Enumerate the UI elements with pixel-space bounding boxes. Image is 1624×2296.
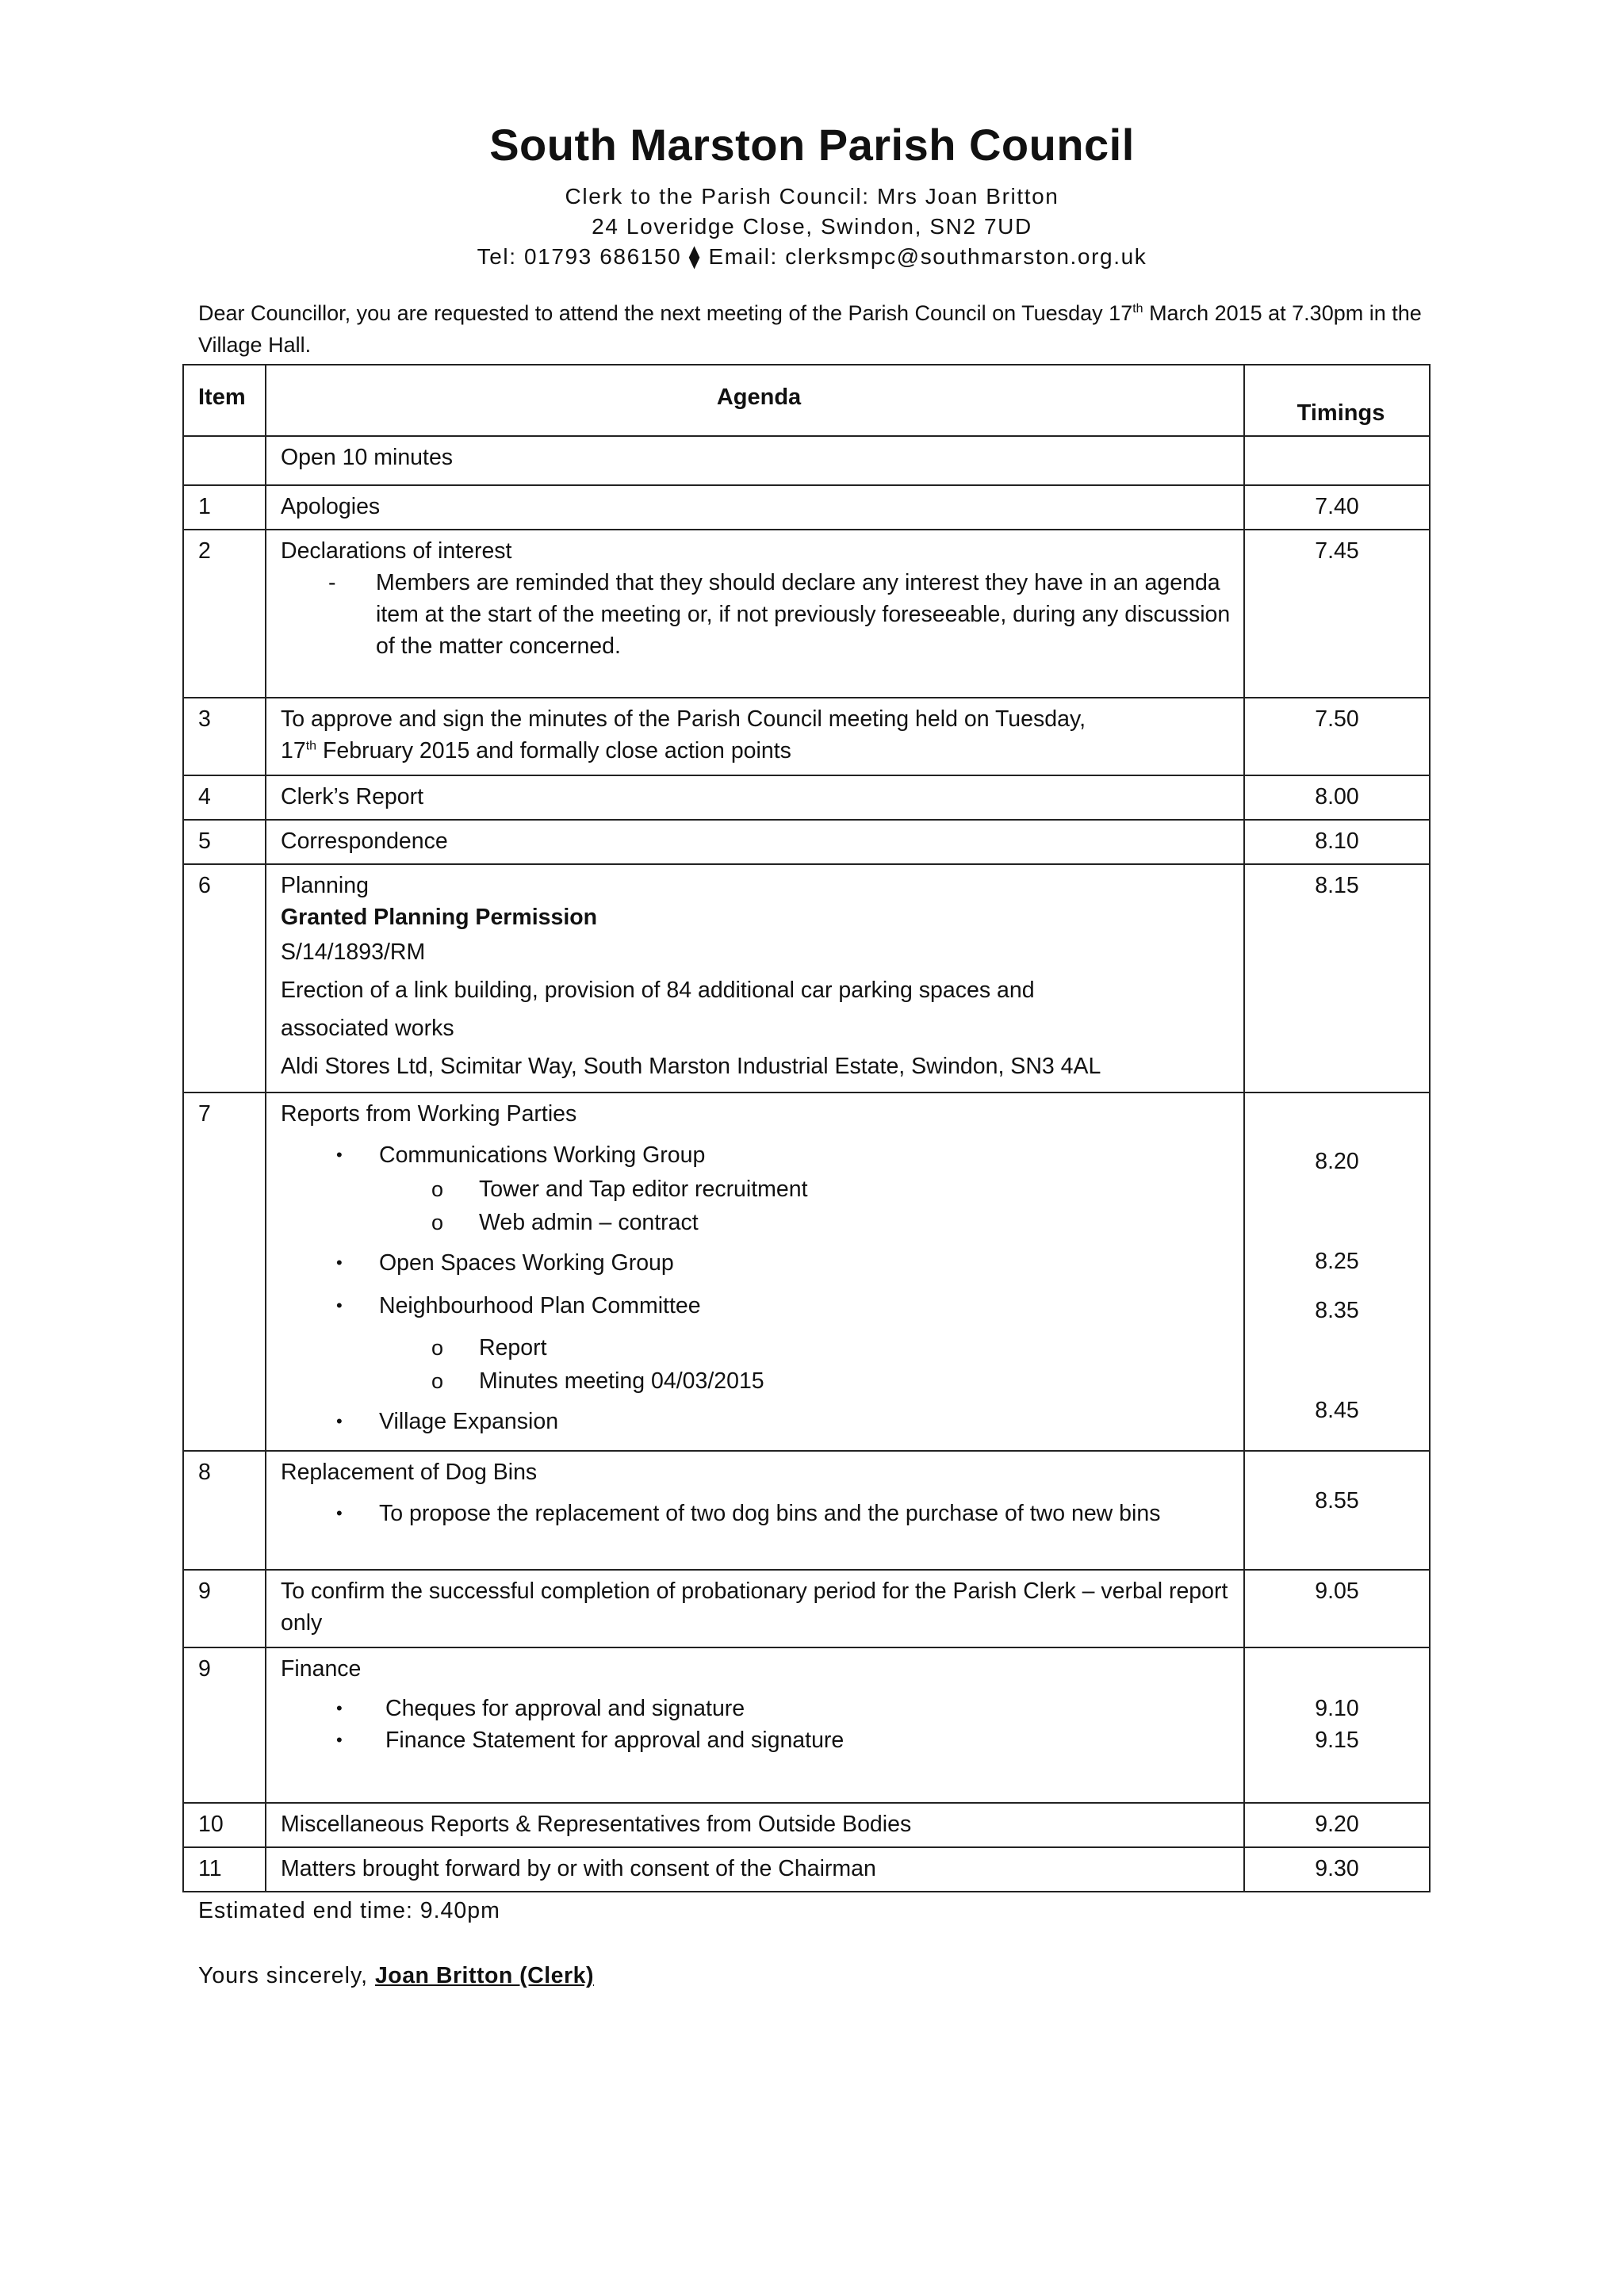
clerk-name: Joan Britton (Clerk) — [374, 1963, 594, 1988]
list-item-text: Finance Statement for approval and signature — [385, 1728, 845, 1753]
list-item-text: Minutes meeting 04/03/2015 — [479, 1368, 764, 1394]
letterhead — [0, 119, 1624, 272]
header-timings: Timings — [1244, 365, 1430, 436]
np-sub-list — [281, 1331, 1237, 1398]
date-day: 17 — [281, 738, 306, 763]
timing: 7.50 — [1244, 698, 1430, 775]
item-number — [183, 436, 266, 485]
item-number: 8 — [183, 1451, 266, 1570]
bullet-icon: • — [336, 1730, 343, 1750]
timing: 8.55 — [1315, 1488, 1359, 1513]
timing: 9.30 — [1244, 1847, 1430, 1892]
list-item — [281, 1139, 1237, 1171]
planning-reference: S/14/1893/RM — [281, 939, 426, 965]
timing: 8.10 — [1244, 820, 1430, 864]
table-row — [183, 820, 1430, 864]
list-item-text: Neighbourhood Plan Committee — [379, 1293, 701, 1318]
agenda-cell — [266, 1093, 1244, 1451]
working-parties-list — [281, 1139, 1237, 1171]
agenda-text: Matters brought forward by or with consent of the Chairman — [266, 1847, 1244, 1892]
list-item-text: Village Expansion — [379, 1409, 559, 1434]
list-item-text: Cheques for approval and signature — [385, 1696, 745, 1721]
finance-list — [281, 1693, 1237, 1756]
header-agenda: Agenda — [266, 365, 1244, 436]
list-item-text: Tower and Tap editor recruitment — [479, 1177, 808, 1202]
header-item: Item — [183, 365, 266, 436]
timing: 9.15 — [1315, 1728, 1359, 1753]
agenda-text: Finance — [281, 1656, 362, 1682]
agenda-cell — [266, 698, 1244, 775]
item-number: 5 — [183, 820, 266, 864]
item-number: 7 — [183, 1093, 266, 1451]
bullet-icon: • — [336, 1253, 343, 1272]
item-number: 3 — [183, 698, 266, 775]
declaration-note — [281, 567, 1237, 662]
list-item — [281, 1406, 1237, 1437]
agenda-text: Clerk’s Report — [266, 775, 1244, 820]
timing: 9.05 — [1244, 1570, 1430, 1647]
agenda-text-line-1: To approve and sign the minutes of the Parish Council meeting held on Tuesday, — [281, 706, 1086, 732]
timing: 8.20 — [1315, 1149, 1359, 1174]
bullet-icon: • — [336, 1411, 343, 1431]
sign-off-prefix: Yours sincerely, — [198, 1963, 375, 1988]
item-number: 4 — [183, 775, 266, 820]
agenda-text-line-2 — [281, 735, 1237, 767]
page-title: South Marston Parish Council — [489, 120, 1135, 170]
timings-cell — [1244, 1647, 1430, 1803]
agenda-text: Reports from Working Parties — [281, 1101, 577, 1127]
list-item — [281, 1364, 1237, 1398]
agenda-text: Open 10 minutes — [266, 436, 1244, 485]
list-item-text: Open Spaces Working Group — [379, 1250, 674, 1276]
contact-line — [0, 242, 1624, 272]
table-row — [183, 1451, 1430, 1570]
bullet-icon: • — [336, 1295, 343, 1315]
estimated-end-time: Estimated end time: 9.40pm — [198, 1898, 500, 1923]
timing: 7.40 — [1244, 485, 1430, 530]
timing: 8.00 — [1244, 775, 1430, 820]
table-row — [183, 1847, 1430, 1892]
timings-cell — [1244, 1451, 1430, 1570]
table-row — [183, 1647, 1430, 1803]
list-item — [281, 1331, 1237, 1364]
item-number: 1 — [183, 485, 266, 530]
list-item — [281, 1206, 1237, 1239]
timing — [1244, 436, 1430, 485]
item-number: 9 — [183, 1647, 266, 1803]
agenda-text: Declarations of interest — [281, 538, 512, 564]
table-row — [183, 1093, 1430, 1451]
planning-description-1: Erection of a link building, provision of 84 additional car parking spaces and — [281, 978, 1035, 1003]
email: Email: clerksmpc@southmarston.org.uk — [708, 244, 1147, 269]
address-line: 24 Loveridge Close, Swindon, SN2 7UD — [592, 214, 1032, 239]
agenda-table — [182, 364, 1431, 1892]
table-row — [183, 436, 1430, 485]
date-ordinal: th — [305, 739, 317, 753]
agenda-text: Apologies — [266, 485, 1244, 530]
agenda-text: Planning — [281, 873, 369, 898]
list-item-text: Report — [479, 1335, 547, 1360]
agenda-cell — [266, 1647, 1244, 1803]
agenda-text: Miscellaneous Reports & Representatives from Outside Bodies — [266, 1803, 1244, 1847]
item-number: 9 — [183, 1570, 266, 1647]
timings-cell — [1244, 1093, 1430, 1451]
intro-paragraph — [198, 297, 1435, 361]
circle-bullet-icon: o — [431, 1177, 444, 1201]
list-item — [281, 1724, 1237, 1756]
agenda-cell — [266, 1451, 1244, 1570]
agenda-text: Correspondence — [266, 820, 1244, 864]
clerk-line: Clerk to the Parish Council: Mrs Joan Britton — [565, 184, 1059, 209]
timing: 7.45 — [1244, 530, 1430, 698]
intro-text-before: Dear Councillor, you are requested to attend the next meeting of the Parish Council on Tuesday 17 — [198, 301, 1133, 325]
table-row — [183, 698, 1430, 775]
timing: 8.15 — [1244, 864, 1430, 1093]
dog-bins-list — [281, 1498, 1237, 1529]
list-item-text: Web admin – contract — [479, 1210, 699, 1235]
circle-bullet-icon: o — [431, 1211, 444, 1234]
list-item — [281, 1693, 1237, 1724]
table-row — [183, 530, 1430, 698]
table-row — [183, 864, 1430, 1093]
comms-sub-list — [281, 1173, 1237, 1239]
sign-off — [198, 1963, 594, 1989]
list-item-text: To propose the replacement of two dog bins and the purchase of two new bins — [379, 1501, 1161, 1526]
list-item — [281, 1247, 1237, 1279]
timing: 8.25 — [1315, 1249, 1359, 1274]
planning-address: Aldi Stores Ltd, Scimitar Way, South Marston Industrial Estate, Swindon, SN3 4AL — [281, 1054, 1101, 1079]
working-parties-list-3 — [281, 1406, 1237, 1437]
timing: 9.10 — [1315, 1696, 1359, 1721]
planning-heading: Granted Planning Permission — [281, 905, 598, 930]
dash-marker: - — [328, 570, 336, 595]
list-item — [281, 1498, 1237, 1529]
circle-bullet-icon: o — [431, 1369, 444, 1393]
declaration-note-text: Members are reminded that they should declare any interest they have in an agenda item at the start of the meeting or, if not previously foreseeable, during any discussion of the matter concerned. — [376, 570, 1231, 659]
timing: 8.35 — [1315, 1298, 1359, 1323]
planning-description-2: associated works — [281, 1016, 454, 1041]
table-row — [183, 1570, 1430, 1647]
timing: 9.20 — [1244, 1803, 1430, 1847]
table-header-row — [183, 365, 1430, 436]
table-row — [183, 1803, 1430, 1847]
timing: 8.45 — [1315, 1398, 1359, 1423]
list-item — [281, 1290, 1237, 1322]
agenda-text: Replacement of Dog Bins — [281, 1460, 538, 1485]
item-number: 6 — [183, 864, 266, 1093]
list-item-text: Communications Working Group — [379, 1142, 706, 1168]
intro-text-after: March 2015 at 7.30pm in the Village Hall. — [198, 301, 1422, 357]
circle-bullet-icon: o — [431, 1336, 444, 1360]
item-number: 2 — [183, 530, 266, 698]
agenda-text: To confirm the successful completion of probationary period for the Parish Clerk – verbal report only — [266, 1570, 1244, 1647]
table-row — [183, 775, 1430, 820]
item-number: 11 — [183, 1847, 266, 1892]
diamond-separator-icon: ⧫ — [688, 244, 702, 269]
telephone: Tel: 01793 686150 — [477, 244, 682, 269]
bullet-icon: • — [336, 1503, 343, 1523]
list-item — [281, 1173, 1237, 1206]
agenda-cell — [266, 864, 1244, 1093]
working-parties-list-2 — [281, 1247, 1237, 1322]
agenda-cell — [266, 530, 1244, 698]
item-number: 10 — [183, 1803, 266, 1847]
bullet-icon: • — [336, 1698, 343, 1718]
date-rest: February 2015 and formally close action points — [316, 738, 791, 763]
bullet-icon: • — [336, 1145, 343, 1165]
intro-ordinal: th — [1132, 302, 1143, 316]
table-row — [183, 485, 1430, 530]
